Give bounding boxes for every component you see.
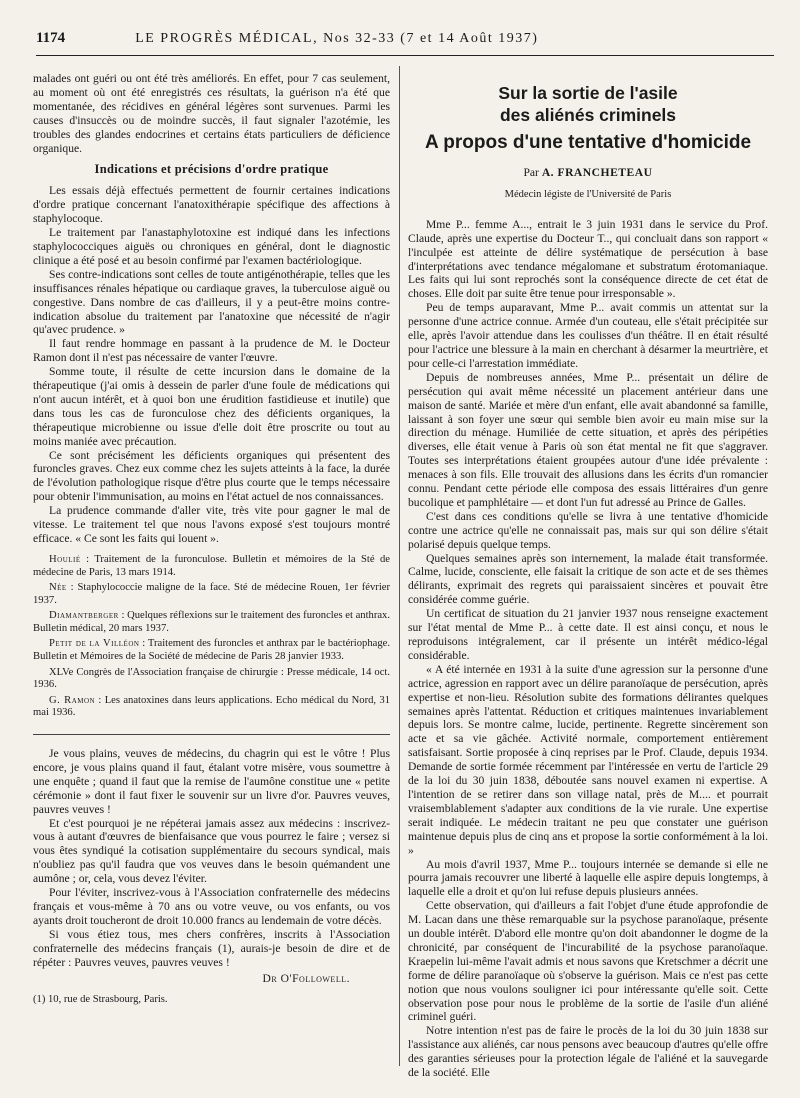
journal-title: LE PROGRÈS MÉDICAL, Nos 32-33 (7 et 14 Août 1937) [135, 31, 539, 46]
author-affiliation: Médecin légiste de l'Université de Paris [504, 188, 672, 200]
paragraph: Si vous étiez tous, mes chers confrères, inscrits à l'Association confraternelle des médecins français (1), aurais-je besoin de dire et de répéter : Pauvres veuves, pauvres veuves ! [33, 927, 390, 969]
paragraph: Peu de temps auparavant, Mme P... avait commis un attentat sur la personne d'une actrice connue. Armée d'un couteau, elle s'était précipitée sur elle, après l'avoir attendue dans les coulisses d'un théâtre. Il en était résulté pour l'actrice une blessure à la main en cherchant à désarmer la meurtrière, et pour celle-ci l'arrestation immédiate. [408, 301, 768, 370]
reference-author: Née [49, 582, 67, 594]
paragraph: Un certificat de situation du 21 janvier 1937 nous renseigne exactement sur l'état mental de Mme P... à cette date. Il est ainsi conçu, et nous le reproduisons intégralement, car il présente un intérêt médico-légal considérable. [408, 607, 768, 662]
reference-author: Houlié [49, 553, 81, 565]
reference [33, 638, 390, 663]
right-column [408, 72, 768, 1080]
reference-text: : Traitement de la furonculose. Bulletin et mémoires de la Sté de médecine de Paris, 13 mars 1914. [33, 553, 390, 578]
reference [33, 667, 390, 692]
paragraph: Depuis de nombreuses années, Mme P... présentait un délire de persécution qui avait même nécessité un placement antérieur dans une maison de santé. Mariée et mère d'un enfant, elle avait abandonné sa famille, laissant à son foyer une sœur qui semble bien avoir eu main mise sur la direction du ménage. Humiliée de cette situation, et après des péripéties diverses, elle était venue à Paris où son état mental ne fit que s'aggraver. Toutes ses interprétations étaient groupées autour d'une idée prévalente : menaces à son fils. Elle trouvait des allusions dans les écrits d'un romancier connu. Pendant cette période elle composa des essais littéraires d'un genre bucolique et pamphlétaire — et dont l'un fut adressé au Prince de Galles. [408, 370, 768, 509]
column-divider [399, 66, 400, 1066]
title-line: A propos d'une tentative d'homicide [424, 132, 752, 153]
paragraph: Somme toute, il résulte de cette incursion dans le domaine de la thérapeutique (j'ai omis à dessein de parler d'une foule de médications qui n'ont aucun intérêt, et à quoi bon une érudition fastidieuse et inutile) que dans tous les cas de furonculose chez des déficients organiques, la thérapeutique microbienne ou issue d'elle doit être proscrite ou tout au moins maniée avec précaution. [33, 365, 390, 448]
left-column [33, 72, 390, 1007]
reference-author: G. Ramon [49, 694, 96, 706]
paragraph: Notre intention n'est pas de faire le procès de la loi du 30 juin 1838 sur l'assistance aux aliénés, car nous pensons avec beaucoup d'autres qu'elle offre des garanties sérieuses pour la protection légale de l'aliéné et la sauvegarde de la société. Elle [408, 1024, 768, 1080]
reference [33, 610, 390, 635]
paragraph: Ce sont précisément les déficients organiques qui présentent des furoncles graves. Chez eux comme chez les sujets atteints à la face, la durée de l'évolution pathologique risque d'être plus courte que le temps nécessaire pour obtenir l'immunisation, au moins en l'état actuel de nos connaissances. [33, 448, 390, 504]
paragraph: Pour l'éviter, inscrivez-vous à l'Association confraternelle des médecins français et vous-même à 70 ans ou votre veuve, ou vos enfants, ou vos ayants droit toucheront de droit 10.000 francs au lendemain de votre décès. [33, 886, 390, 927]
paragraph: La prudence commande d'aller vite, très vite pour gagner le mal de vitesse. Le traitement tel que nous l'avons exposé s'est toujours montré efficace. « Ce sont les faits qui louent ». [33, 504, 390, 545]
reference-author: Diamantberger [49, 610, 119, 622]
article-title [408, 82, 768, 154]
page-number: 1174 [36, 30, 66, 46]
reference-text: : Traitement des furoncles et anthrax par le bactériophage. Bulletin et Mémoires de la Société de médecine de Paris 28 janvier 1933. [33, 638, 390, 663]
byline [408, 166, 768, 180]
references [33, 554, 390, 720]
reference-text: : Quelques réflexions sur le traitement des furoncles et anthrax. Bulletin médical, 20 mars 1937. [33, 610, 390, 634]
title-line: Sur la sortie de l'asile [498, 83, 678, 103]
footnote: (1) 10, rue de Strasbourg, Paris. [33, 994, 168, 1006]
paragraph: Le traitement par l'anastaphylotoxine est indiqué dans les infections staphylococciques aiguës ou chroniques en général, dont le diagnostic clinique a été posé et au besoin confirmé par l'examen bactériologique. [33, 226, 390, 267]
reference-text: : Staphylococcie maligne de la face. Sté de médecine Rouen, 1er février 1937. [33, 582, 390, 606]
reference-text: XLVe Congrès de l'Association française de chirurgie : Presse médicale, 14 oct. 1936. [33, 666, 390, 691]
paragraph: « A été internée en 1931 à la suite d'une agression sur la personne d'une actrice, agression en rapport avec un délire paranoïaque de persécution, après expertise et non-lieu. Résolution subite des formations délirantes quelques semaines après l'attentat. Réduction et critiques maintenues invariablement depuis lors. Se montre calme, lucide, pertinente. Regrette sincèrement son acte et sa vie gâchée. Activité normale, comportement entièrement satisfaisant. Sortie proposée à cinq reprises par le Prof. Claude, depuis 1934. Demande de sortie formée récemment par l'intéressée en vertu de l'article 29 de la loi du 30 juin 1838, déboutée sans nouvel examen ni expertise. A l'intention de se retirer dans son village natal, près de M.... et pourrait vraisemblablement s'adapter aux conditions de la vie rurale. Une expertise serait indiquée. Le médecin traitant ne peu que constater une guérison maintenue depuis plus de cinq ans et propose la sortie conformément à la loi. » [408, 662, 768, 857]
paragraph: Je vous plains, veuves de médecins, du chagrin qui est le vôtre ! Plus encore, je vous plains quand il faut, étalant votre misère, vous soumettre à une enquête ; quand il faut que la remise de l'aumône constitue une « petite cérémonie » dont il faut fixer le souvenir sur un livre d'or. Pauvres veuves, pauvres veuves ! [33, 747, 390, 816]
paragraph: Mme P... femme A..., entrait le 3 juin 1931 dans le service du Prof. Claude, après une expertise du Docteur T.., qui concluait dans son rapport « l'inculpée est atteinte de délire systématique de persécution à base d'interprétations avec tendance mégalomane et substratum érotomaniaque. Les faits qui lui sont reprochés sont la conséquence directe de cet état de choses. Elle doit par suite être tenue pour irresponsable ». [408, 217, 768, 301]
paragraph: C'est dans ces conditions qu'elle se livra à une tentative d'homicide contre une actrice qu'elle ne connaissait pas, mais sur qui son délire s'était polarisé depuis quelque temps. [408, 509, 768, 551]
reference [33, 695, 390, 720]
author-name: A. FRANCHETEAU [541, 166, 653, 179]
byline-prefix: Par [523, 166, 542, 179]
section-heading: Indications et précisions d'ordre pratique [94, 162, 329, 177]
paragraph: Au mois d'avril 1937, Mme P... toujours internée se demande si elle ne pourra jamais recouvrer une liberté à laquelle elle aspire depuis longtemps, à laquelle elle a droit et qu'on lui refuse depuis plusieurs années. [408, 857, 768, 899]
reference-author: Petit de la Villéon [49, 638, 140, 650]
reference [33, 582, 390, 607]
running-header [36, 30, 774, 56]
reference [33, 554, 390, 579]
paragraph: malades ont guéri ou ont été très améliorés. En effet, pour 7 cas seulement, au moment où ont été enregistrés ces résultats, la guérison n'a été que momentanée, des récidives en général légères sont survenues. Parmi les causes d'insuccès ou de moindre succès, il faut signaler l'azotémie, les troubles des glandes endocrines et certains états particuliers de déficience organique. [33, 72, 390, 155]
paragraph: Et c'est pourquoi je ne répéterai jamais assez aux médecins : inscrivez-vous à autant d'œuvres de bienfaisance que vous pourrez le faire ; versez si vous êtes syndiqué la cotisation supplémentaire du secours syndical, mais n'oubliez pas qu'il faudra que vos veuves dans le besoin quémandent une aumône ; or, cela, vous devez l'éviter. [33, 816, 390, 886]
title-line: des aliénés criminels [499, 105, 677, 125]
paragraph: Quelques semaines après son internement, la malade était transformée. Calme, lucide, consciente, elle faisait la critique de son acte et de ses thèmes délirants, exprimait des regrets qui paraissaient sincères et pouvait être considérée comme guérie. [408, 551, 768, 607]
paragraph: Cette observation, qui d'ailleurs a fait l'objet d'une étude approfondie de M. Lacan dans une thèse remarquable sur la psychose paranoïaque, présente un double intérêt. D'abord elle montre qu'on doit abandonner le dogme de la chronicité, par conséquent de l'incurabilité de la psychose paranoïaque. Kraepelin lui-même l'avait admis et nous savons que Kretschmer a décrit une forme de délire paranoïaque où s'observe la guérison. Mais ce n'est pas cette notion que nous voulons souligner ici pour intéressante qu'elle soit. Cette observation pose pour nous le problème de la sortie de l'asile d'un aliéné criminel guéri. [408, 899, 768, 1024]
signature: Dr O'Followell. [262, 971, 350, 985]
header-rule [36, 55, 774, 56]
section-separator [33, 734, 390, 735]
paragraph: Les essais déjà effectués permettent de fournir certaines indications d'ordre pratique concernant l'anatoxithérapie spécifique des affections à staphylocoque. [33, 184, 390, 226]
paragraph: Ses contre-indications sont celles de toute antigénothérapie, telles que les insuffisances rénales hépatique ou cardiaque graves, la tuberculose aiguë ou congestive. Dans nombre de cas d'ailleurs, il y a peut-être moins contre-indication absolue du traitement par l'anatoxine que nécessité de n'agir qu'avec prudence. » [33, 267, 390, 337]
reference-text: : Les anatoxines dans leurs applications. Echo médical du Nord, 31 mai 1936. [33, 694, 390, 719]
paragraph: Il faut rendre hommage en passant à la prudence de M. le Docteur Ramon dont il n'est pas nécessaire de vanter l'œuvre. [33, 337, 390, 365]
